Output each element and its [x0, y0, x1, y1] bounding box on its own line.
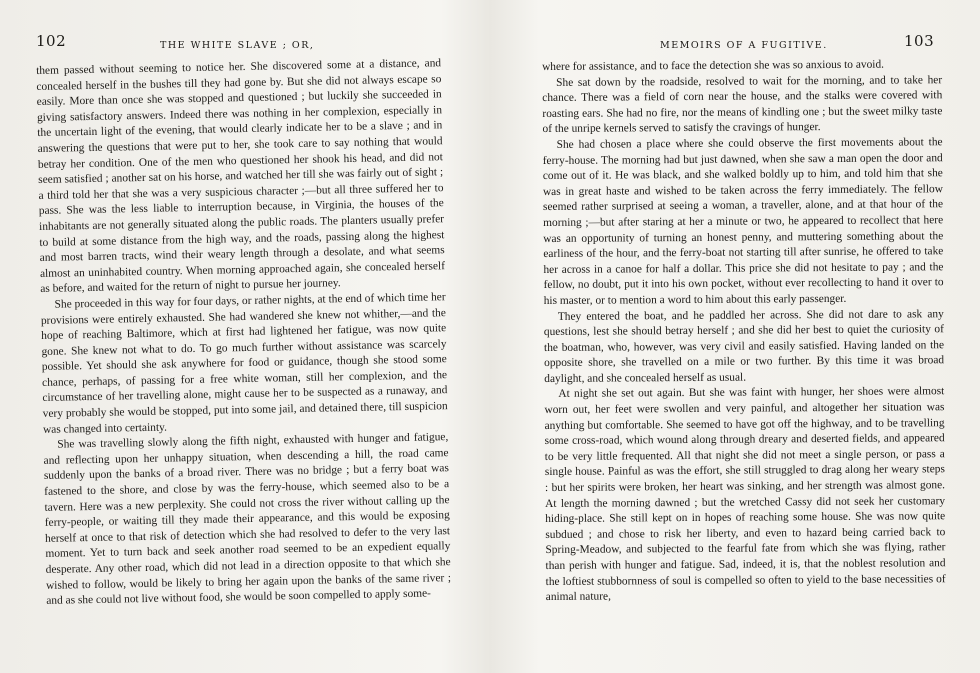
paragraph: They entered the boat, and he paddled her across. She did not dare to ask any questions, lest she should betray herself ; and she did her best to quiet the curiosity of the boatman, who, however, was very civil and easily satisfied. Having landed on the opposite shore, she travelled on a mile or two further. By this time it was broad daylight, and she concealed herself as usual.: [543, 307, 945, 385]
paragraph: She sat down by the roadside, resolved to wait for the morning, and to take her chance. There was a field of corn near the house, and the stalks were covered with roasting ears. She had no fire, nor the means of kindling one ; but the sweet milky taste of the unripe kernels served to satisfy the cravings of hunger.: [542, 73, 943, 136]
page-number: 103: [904, 32, 935, 50]
paragraph: At night she set out again. But she was faint with hunger, her shoes were almost worn out, her feet were swollen and very painful, and altogether her situation was anything but comfortable. She seemed to have got off the highway, and to be travelling some cross-road, which wound along through dreary and deserted fields, and appeared to be very little frequented. All that night she did not meet a single person, or pass a single house. Painful as was the effort, she still struggled to drag along her weary steps : but her spirits were broken, her heart was sinking, and her strength was almost gone. At length the morning dawned ; but the wretched Cassy did not seek her customary hiding-place. She still kept on in hopes of reaching some house. She was now quite subdued ; and chose to risk her liberty, and even to hazard being carried back to Spring-Meadow, and subjected to the fearful fate from which she was flying, rather than perish with hunger and fatigue. Sad, indeed, it is, that the noblest resolution and the loftiest stubbornness of soul is compelled so often to yield to the base necessities of animal nature,: [544, 385, 946, 604]
paragraph: She had chosen a place where she could observe the first movements about the ferry-house. The morning had but just dawned, when she saw a man open the door and come out of it. He was black, and she walked boldly up to him, and told him that she was in great haste and wished to be taken across the ferry immediately. The fellow seemed rather surprised at seeing a woman, a traveller, alone, and at that hour of the morning ;—but after staring at her a minute or two, he appeared to recollect that here was an opportunity of turning an honest penny, and muttering something about the earliness of the hour, and the ferry-boat not starting till after sunrise, he offered to take her across in a canoe for half a dollar. This price she did not hesitate to pay ; and the fellow, no doubt, put it into his own pocket, without ever recollecting to hand it over to his master, or to mention a word to him about this early passenger.: [542, 136, 944, 307]
paragraph: She proceeded in this way for four days, or rather nights, at the end of which time her provisions were entirely exhausted. She had wandered she knew not whither,—and the hope of reaching Baltimore, which at first had lightened her fatigue, was now quite gone. She knew not what to do. To go much further without assistance was scarcely possible. Yet should she ask anywhere for food or guidance, though she stood some chance, perhaps, of passing for a free white woman, still her complexion, and the circumstance of her travelling alone, might cause her to be suspected as a runaway, and very probably she would be stopped, put into some jail, and detained there, till suspicion was changed into certainty.: [40, 291, 448, 436]
right-page: [490, 0, 980, 673]
paragraph: them passed without seeming to notice her. She discovered some at a distance, and concealed herself in the bushes till they had gone by. But she did not always escape so easily. More than once she was stopped and questioned ; but luckily she succeeded in giving satisfactory answers. Indeed there was nothing in her complexion, especially in the uncertain light of the evening, that would clearly indicate her to be a slave ; and in answering the questions that were put to her, she took care to say nothing that would betray her condition. One of the men who questioned her shook his head, and did not seem satisfied ; another sat on his horse, and watched her till she was fairly out of sight ; a third told her that she was a very suspicious character ;—but all three suffered her to pass. She was the less liable to interruption because, in Virginia, the houses of the inhabitants are not generally situated along the public roads. The planters usually prefer to build at some distance from the high way, and the roads, passing along the highest and most barren tracts, wind their weary length through a desolate, and what seems almost an uninhabited country. When morning approached again, she concealed herself as before, and waited for the return of night to pursue her journey.: [36, 57, 446, 296]
page-number: 102: [36, 32, 67, 50]
running-title: THE WHITE SLAVE ; OR,: [160, 40, 315, 51]
page-body: [542, 57, 946, 606]
paragraph: She was travelling slowly along the fifth night, exhausted with hunger and fatigue, and reflecting upon her unhappy situation, when descending a hill, the road came suddenly upon the banks of a broad river. There was no bridge ; but a ferry boat was fastened to the shore, and close by was the ferry-house, which seemed also to be a tavern. Here was a new perplexity. She could not cross the river without calling up the ferry-people, or waiting till they made their appearance, and this would be exposing herself at once to that risk of detection which she had resolved to defer to the very last moment. Yet to turn back and seek another road seemed to be an expedient equally desperate. Any other road, which did not lead in a direction opposite to that which she wished to follow, would be likely to bring her again upon the banks of the same river ; and as she could not live without food, she would be soon compelled to apply some-: [43, 431, 452, 608]
page-body: [36, 56, 451, 609]
paragraph: where for assistance, and to face the detection she was so anxious to avoid.: [542, 58, 885, 73]
running-title: MEMOIRS OF A FUGITIVE.: [660, 40, 828, 51]
